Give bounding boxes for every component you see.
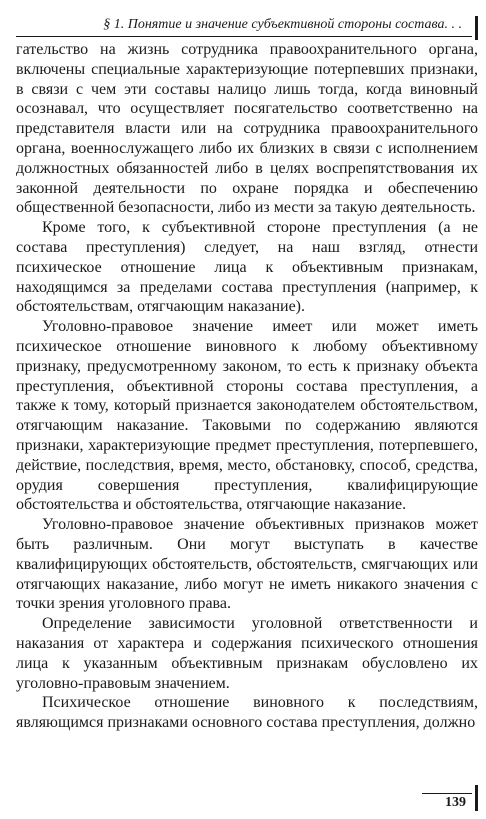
paragraph: Кроме того, к субъективной стороне преступления (а не состава преступления) следует, на наш взгляд, отнести психическое отношение лица к объективным признакам, находящимся за пределами состава преступления (например, к обстоятельствам, отягчающим наказание). bbox=[16, 219, 478, 316]
header-marker-bar bbox=[475, 16, 478, 40]
body-text bbox=[16, 40, 478, 733]
page-footer bbox=[418, 779, 478, 813]
running-header bbox=[16, 4, 478, 34]
paragraph: Уголовно-правовое значение имеет или может иметь психическое отношение виновного к любому объективному признаку, предусмотренному законом, то есть к признаку объекта преступления, объективной стороны состава преступления, а также к тому, который признается законодателем обстоятельством, отягчающим наказание. Таковыми по содержанию являются признаки, характеризующие предмет преступления, потерпевшего, действие, последствия, время, место, обстановку, способ, средства, орудия совершения преступления, квалифицирующие обстоятельства и обстоятельства, отягчающие наказание. bbox=[16, 318, 478, 514]
paragraph: Психическое отношение виновного к последствиям, являющимся признаками основного состава преступления, должно bbox=[16, 694, 478, 732]
footer-marker-bar bbox=[475, 785, 478, 811]
running-header-title: § 1. Понятие и значение субъективной стороны состава. . . bbox=[103, 17, 462, 32]
paragraph: Уголовно-правовое значение объективных признаков может быть различным. Они могут выступать в качестве квалифицирующих обстоятельств, обстоятельств, смягчающих или отягчающих наказание, либо могут не иметь никакого значения с точки зрения уголовного права. bbox=[16, 516, 478, 613]
paragraph: Определение зависимости уголовной ответственности и наказания от характера и содержания психического отношения лица к указанным объективным признакам обусловлено их уголовно-правовым значением. bbox=[16, 615, 478, 692]
header-rule bbox=[16, 36, 472, 37]
paragraph-continued: гательство на жизнь сотрудника правоохранительного органа, включены специальные характеризующие потерпевших признаки, в связи с чем эти составы налицо лишь тогда, когда виновный осознавал, что осуществляет посягательство соответственно на представителя власти или на сотрудника правоохранительного органа, военнослужащего либо их близких в связи с исполнением должностных обязанностей либо в целях воспрепятствования их законной деятельности по охране порядка и обеспечению общественной безопасности, либо из мести за такую деятельность. bbox=[16, 41, 478, 217]
footer-rule bbox=[422, 793, 472, 794]
page-number: 139 bbox=[445, 795, 466, 810]
